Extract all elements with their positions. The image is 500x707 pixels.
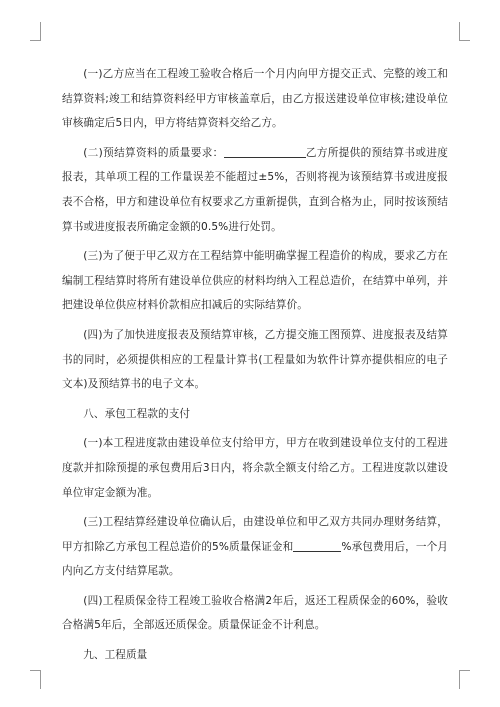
paragraph-text-before-blank: (二)预结算资料的质量要求： — [83, 146, 224, 159]
section-heading-payment: 八、承包工程款的支付 — [83, 407, 191, 420]
fill-in-blank[interactable] — [224, 145, 306, 158]
paragraph-text-before-blank: (三)工程结算经建设单位确认后，由建设单位和甲乙双方共同办理财务结算，甲方扣除乙方承包工程总造价的5%质量保证金和 — [62, 516, 448, 553]
crop-mark-bottom-right — [459, 670, 470, 689]
crop-mark-top-right — [459, 22, 470, 41]
paragraph-text-after-blank: 乙方所提供的预结算书或进度报表，其单项工程的工作量误差不能超过±5%，否则将视为该预结算书或进度报表不合格，甲方和建设单位有权要求乙方重新提供，直到合格为止，同时按该预结算书或进度报表所确定金额的0.5%进行处罚。 — [62, 146, 448, 233]
paragraph-cost-composition: (三)为了便于甲乙双方在工程结算中能明确掌握工程造价的构成，要求乙方在编制工程结算时将所有建设单位供应的材料均纳入工程总造价，在结算中单列，并把建设单位供应材料价款相应扣减后的实际结算价。 — [62, 250, 448, 312]
section-heading-quality: 九、工程质量 — [83, 649, 148, 662]
paragraph-final-settlement-submission: (一)乙方应当在工程竣工验收合格后一个月内向甲方提交正式、完整的竣工和结算资料;竣工和结算资料经甲方审核盖章后，由乙方报送建设单位审核;建设单位审核确定后5日内，甲方将结算资料交给乙方。 — [62, 68, 448, 130]
crop-mark-bottom-left — [30, 670, 41, 689]
paragraph-retention-money: (四)工程质保金待工程竣工验收合格满2年后，返还工程质保金的60%，验收合格满5年后，全部返还质保金。质量保证金不计利息。 — [62, 594, 448, 632]
fill-in-blank[interactable] — [293, 539, 341, 552]
paragraph-quantity-calculation: (四)为了加快进度报表及预结算审核，乙方提交施工图预算、进度报表及结算书的同时，必须提供相应的工程量计算书(工程量如为软件计算亦提供相应的电子文本)及预结算书的电子文本。 — [62, 328, 448, 391]
crop-mark-top-left — [30, 22, 41, 41]
document-body — [62, 62, 448, 673]
paragraph-budget-quality-requirements — [62, 141, 448, 239]
paragraph-final-payment — [62, 510, 448, 584]
paragraph-progress-payment: (一)本工程进度款由建设单位支付给甲方，甲方在收到建设单位支付的工程进度款并扣除预提的承包费用后3日内，将余款全额支付给乙方。工程进度款以建设单位审定金额为准。 — [62, 437, 448, 499]
paragraph-text-after-blank: %承包费用后，一个月内向乙方支付结算尾款。 — [62, 540, 448, 578]
